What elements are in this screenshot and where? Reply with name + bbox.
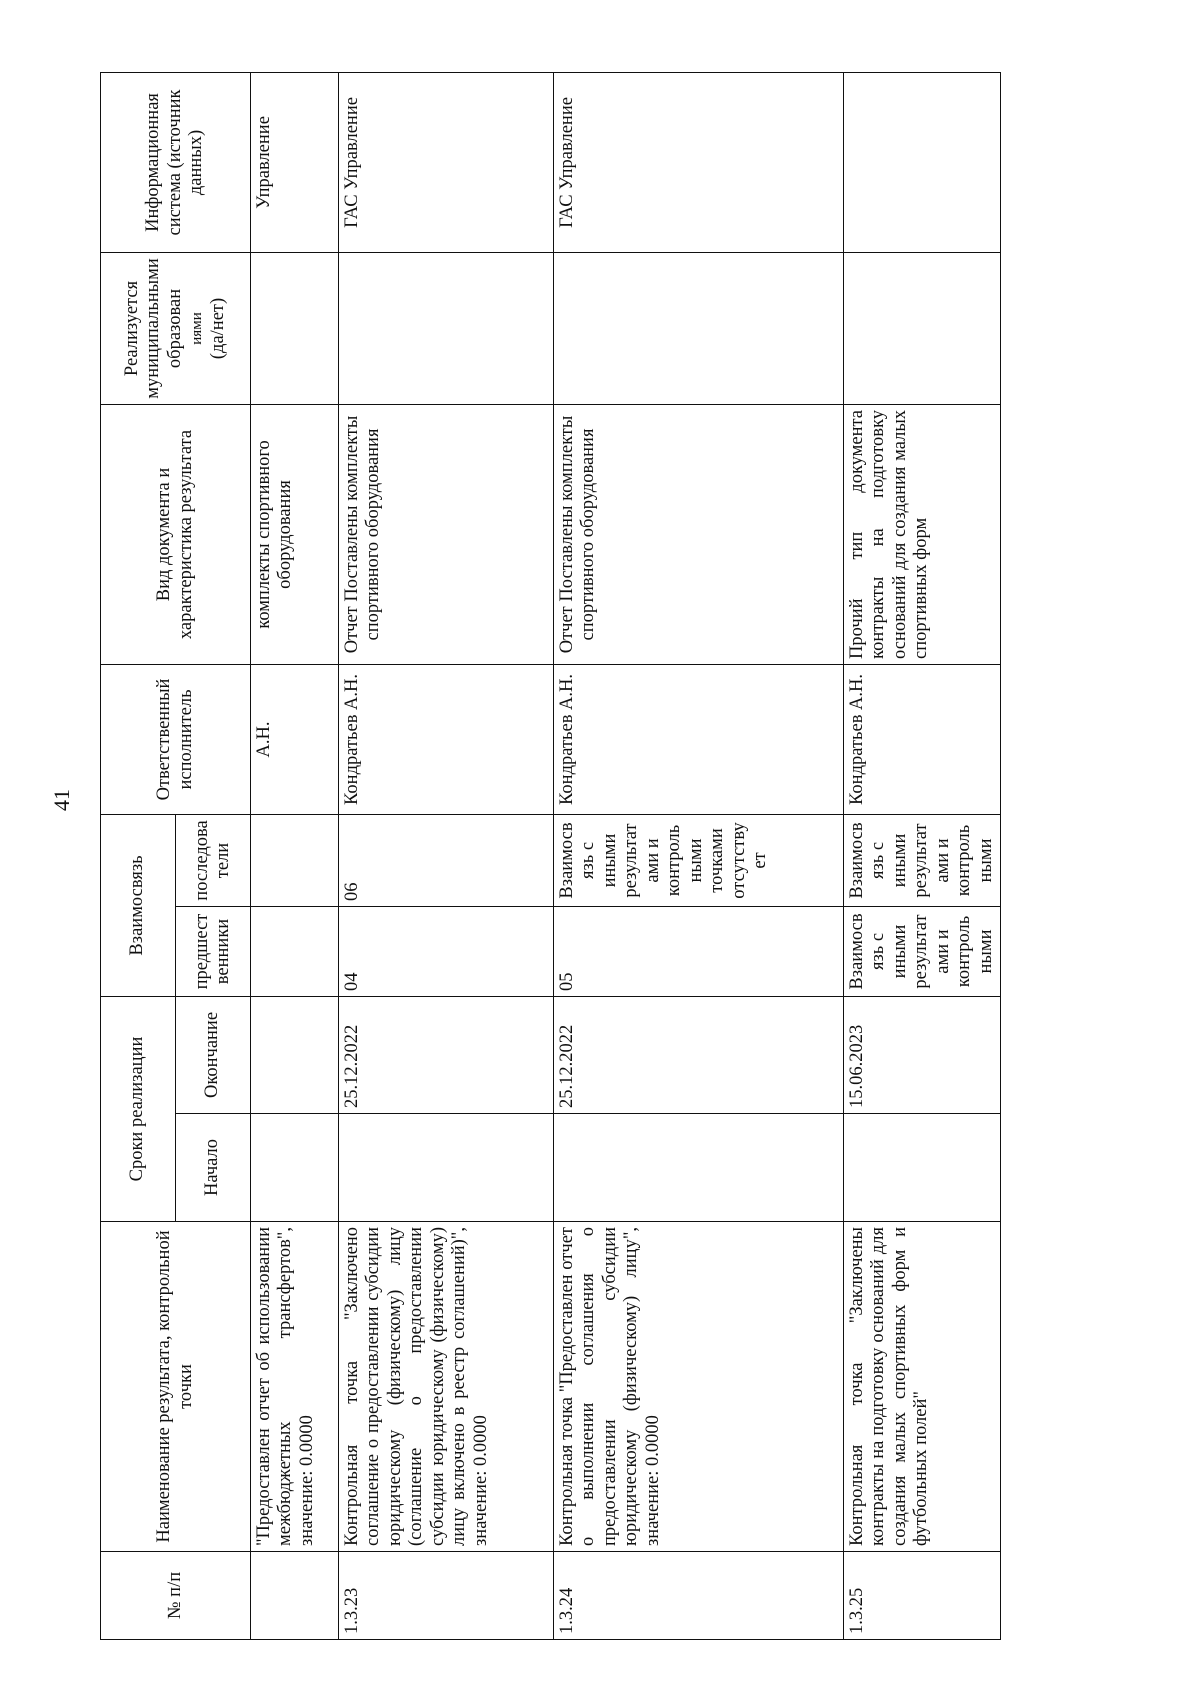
row-predecessors: 05 bbox=[554, 907, 844, 997]
header-successors: последователи bbox=[176, 814, 251, 906]
row-municipal bbox=[339, 252, 554, 404]
row-responsible: Кондратьев А.Н. bbox=[554, 664, 844, 814]
header-relation: Взаимосвязь bbox=[101, 814, 176, 996]
row-doc-type: комплекты спортивного оборудования bbox=[251, 404, 339, 664]
row-municipal bbox=[251, 252, 339, 404]
row-start bbox=[844, 1114, 1001, 1222]
row-num: 1.3.24 bbox=[554, 1552, 844, 1640]
row-municipal bbox=[554, 252, 844, 404]
row-doc-type: Отчет Поставлены комплекты спортивного оборудования bbox=[554, 404, 844, 664]
row-info-system: Управление bbox=[251, 72, 339, 252]
row-end: 15.06.2023 bbox=[844, 997, 1001, 1114]
row-predecessors bbox=[251, 907, 339, 997]
row-info-system: ГАС Управление bbox=[554, 72, 844, 252]
row-successors: Взаимосвязь с иными результатами и контрольными точками отсутствует bbox=[554, 814, 844, 906]
row-num: 1.3.23 bbox=[339, 1552, 554, 1640]
row-responsible: Кондратьев А.Н. bbox=[339, 664, 554, 814]
header-terms: Сроки реализации bbox=[101, 997, 176, 1222]
row-successors bbox=[251, 814, 339, 906]
row-doc-type: Прочий тип документа контракты на подготовку оснований для создания малых спортивных форм bbox=[844, 404, 1001, 664]
row-predecessors: 04 bbox=[339, 907, 554, 997]
page-number: 41 bbox=[49, 789, 74, 811]
row-num: 1.3.25 bbox=[844, 1552, 1001, 1640]
header-municipal-yes-no: (да/нет) bbox=[207, 297, 228, 360]
plan-table bbox=[100, 72, 1001, 1640]
table-row bbox=[251, 72, 339, 1639]
table-row bbox=[844, 72, 1001, 1639]
row-num bbox=[251, 1552, 339, 1640]
header-municipal-text: Реализуется муниципальными образован bbox=[121, 258, 185, 399]
row-successors: 06 bbox=[339, 814, 554, 906]
row-name: Контрольная точка "Заключено соглашение о предоставлении субсидии юридическому (физическому) лицу (соглашение о предоставлении субсидии юридическому (физическому) лицу включено в реестр соглашений)", значение: 0.0000 bbox=[339, 1222, 554, 1552]
row-name: Контрольная точка "Заключены контракты на подготовку оснований для создания малых спортивных форм и футбольных полей" bbox=[844, 1222, 1001, 1552]
row-end: 25.12.2022 bbox=[339, 997, 554, 1114]
row-responsible: А.Н. bbox=[251, 664, 339, 814]
header-num: № п/п bbox=[101, 1552, 251, 1640]
row-municipal bbox=[844, 252, 1001, 404]
row-name: "Предоставлен отчет об использовании межбюджетных трансфертов", значение: 0.0000 bbox=[251, 1222, 339, 1552]
row-start bbox=[251, 1114, 339, 1222]
row-info-system bbox=[844, 72, 1001, 252]
row-info-system: ГАС Управление bbox=[339, 72, 554, 252]
row-start bbox=[339, 1114, 554, 1222]
row-successors: Взаимосвязь с иными результатами и контрольными bbox=[844, 814, 1001, 906]
row-predecessors: Взаимосвязь с иными результатами и контрольными bbox=[844, 907, 1001, 997]
row-responsible: Кондратьев А.Н. bbox=[844, 664, 1001, 814]
header-name: Наименование результата, контрольной точки bbox=[101, 1222, 251, 1552]
row-doc-type: Отчет Поставлены комплекты спортивного оборудования bbox=[339, 404, 554, 664]
header-municipal-text-small: иями bbox=[189, 312, 206, 345]
header-info-system: Информационная система (источник данных) bbox=[101, 72, 251, 252]
table-row bbox=[339, 72, 554, 1639]
header-start: Начало bbox=[176, 1114, 251, 1222]
header-municipal bbox=[101, 252, 251, 404]
row-end bbox=[251, 997, 339, 1114]
document-sheet bbox=[100, 73, 1145, 1640]
header-end: Окончание bbox=[176, 997, 251, 1114]
header-responsible: Ответственный исполнитель bbox=[101, 664, 251, 814]
header-doc-type: Вид документа и характеристика результата bbox=[101, 404, 251, 664]
header-predecessors: предшественники bbox=[176, 907, 251, 997]
row-name: Контрольная точка "Предоставлен отчет о выполнении соглашения о предоставлении субсидии юридическому (физическому) лицу", значение: 0.0000 bbox=[554, 1222, 844, 1552]
row-start bbox=[554, 1114, 844, 1222]
table-row bbox=[554, 72, 844, 1639]
row-end: 25.12.2022 bbox=[554, 997, 844, 1114]
